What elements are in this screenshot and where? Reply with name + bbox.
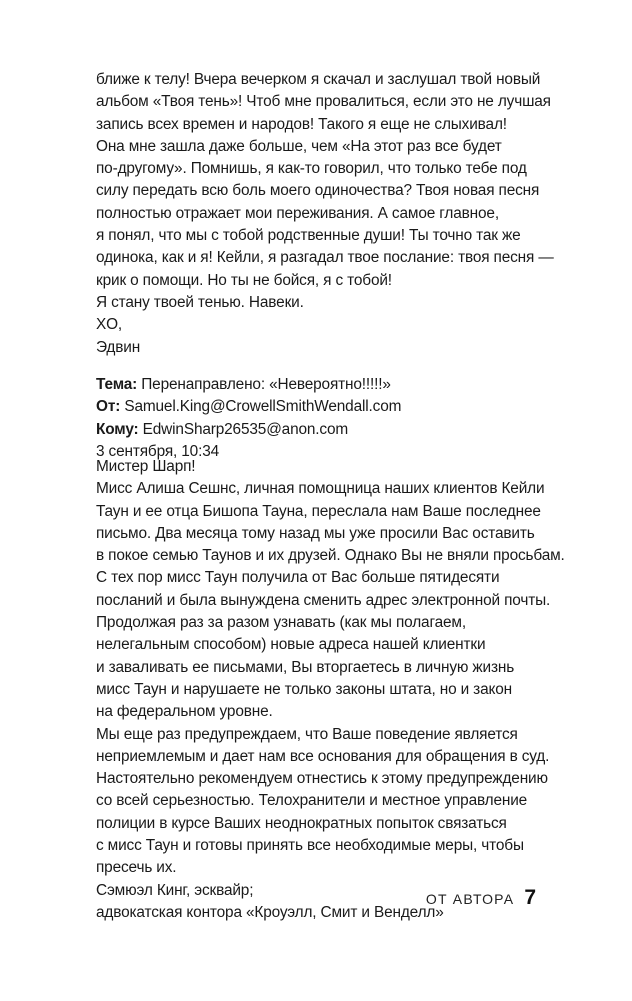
letter-line: запись всех времен и народов! Такого я еще не слыхивал! (96, 115, 507, 133)
letter-line: ближе к телу! Вчера вечерком я скачал и заслушал твой новый (96, 71, 541, 88)
page-number: 7 (524, 886, 536, 909)
to-value: EdwinSharp26535@anon.com (142, 420, 349, 438)
email-line: Мисс Алиша Сешнс, личная помощница наших клиентов Кейли (96, 480, 545, 498)
email-line: на федеральном уровне. (96, 703, 273, 721)
email-line: Мы еще раз предупреждаем, что Ваше поведение является (96, 725, 518, 743)
letter-line: альбом «Твоя тень»! Чтоб мне провалиться, если это не лучшая (96, 93, 551, 111)
letter-line: Она мне зашла даже больше, чем «На этот раз все будет (96, 137, 502, 155)
email-line: неприемлемым и дает нам все основания для обращения в суд. (96, 747, 550, 765)
email-subject-row (96, 374, 556, 396)
subject-value: Перенаправлено: «Невероятно!!!!!» (141, 376, 391, 393)
email-line: С тех пор мисс Таун получила от Вас больше пятидесяти (96, 569, 500, 587)
letter-signoff: XO, (96, 316, 123, 334)
email-line: пресечь их. (96, 859, 177, 877)
email-header (96, 374, 556, 463)
from-label: От: (96, 398, 121, 416)
email-line: Продолжая раз за разом узнавать (как мы полагаем, (96, 614, 466, 632)
email-line: и заваливать ее письмами, Вы вторгаетесь в личную жизнь (96, 658, 515, 676)
email-signature-firm: адвокатская контора «Кроуэлл, Смит и Венделл» (96, 903, 444, 921)
letter-ending (96, 69, 556, 359)
email-line: посланий и была вынуждена сменить адрес электронной почты. (96, 591, 551, 609)
email-greeting: Мистер Шарп! (96, 458, 196, 475)
from-value: Samuel.King@CrowellSmithWendall.com (124, 398, 402, 416)
email-line: Таун и ее отца Бишопа Тауна, переслала нам Ваше последнее (96, 502, 541, 520)
letter-line: полностью отражает мои переживания. А самое главное, (96, 204, 499, 222)
letter-line: Я стану твоей тенью. Навеки. (96, 293, 304, 311)
email-body (96, 456, 565, 924)
email-line: полиции в курсе Ваших неоднократных попыток связаться (96, 814, 507, 832)
email-signature-name: Сэмюэл Кинг, эсквайр; (96, 881, 254, 899)
page-footer (426, 886, 536, 910)
email-line: письмо. Два месяца тому назад мы уже просили Вас оставить (96, 524, 535, 542)
letter-line: по-другому». Помнишь, я как-то говорил, что только тебе под (96, 160, 527, 178)
running-head: ОТ АВТОРА (425, 891, 515, 907)
email-line: мисс Таун и нарушаете не только законы штата, но и закон (96, 680, 513, 698)
letter-line: крик о помощи. Но ты не бойся, я с тобой! (96, 271, 392, 289)
letter-signature: Эдвин (96, 338, 141, 356)
subject-label: Тема: (96, 376, 138, 393)
email-line: Настоятельно рекомендуем отнестись к этому предупреждению (96, 770, 548, 788)
email-line: со всей серьезностью. Телохранители и местное управление (96, 792, 528, 810)
email-line: нелегальным способом) новые адреса нашей клиентки (96, 636, 486, 654)
letter-line: силу передать всю боль моего одиночества? Твоя новая песня (96, 182, 540, 200)
letter-line: одинока, как и я! Кейли, я разгадал твое послание: твоя песня — (96, 249, 554, 267)
email-date: 3 сентября, 10:34 (96, 442, 220, 460)
email-line: в покое семью Таунов и их друзей. Однако Вы не вняли просьбам. (96, 547, 565, 565)
letter-line: я понял, что мы с тобой родственные души! Ты точно так же (96, 227, 521, 245)
email-to-row (96, 419, 556, 441)
email-line: с мисс Таун и готовы принять все необходимые меры, чтобы (96, 837, 524, 855)
email-from-row (96, 396, 556, 418)
to-label: Кому: (96, 420, 139, 438)
